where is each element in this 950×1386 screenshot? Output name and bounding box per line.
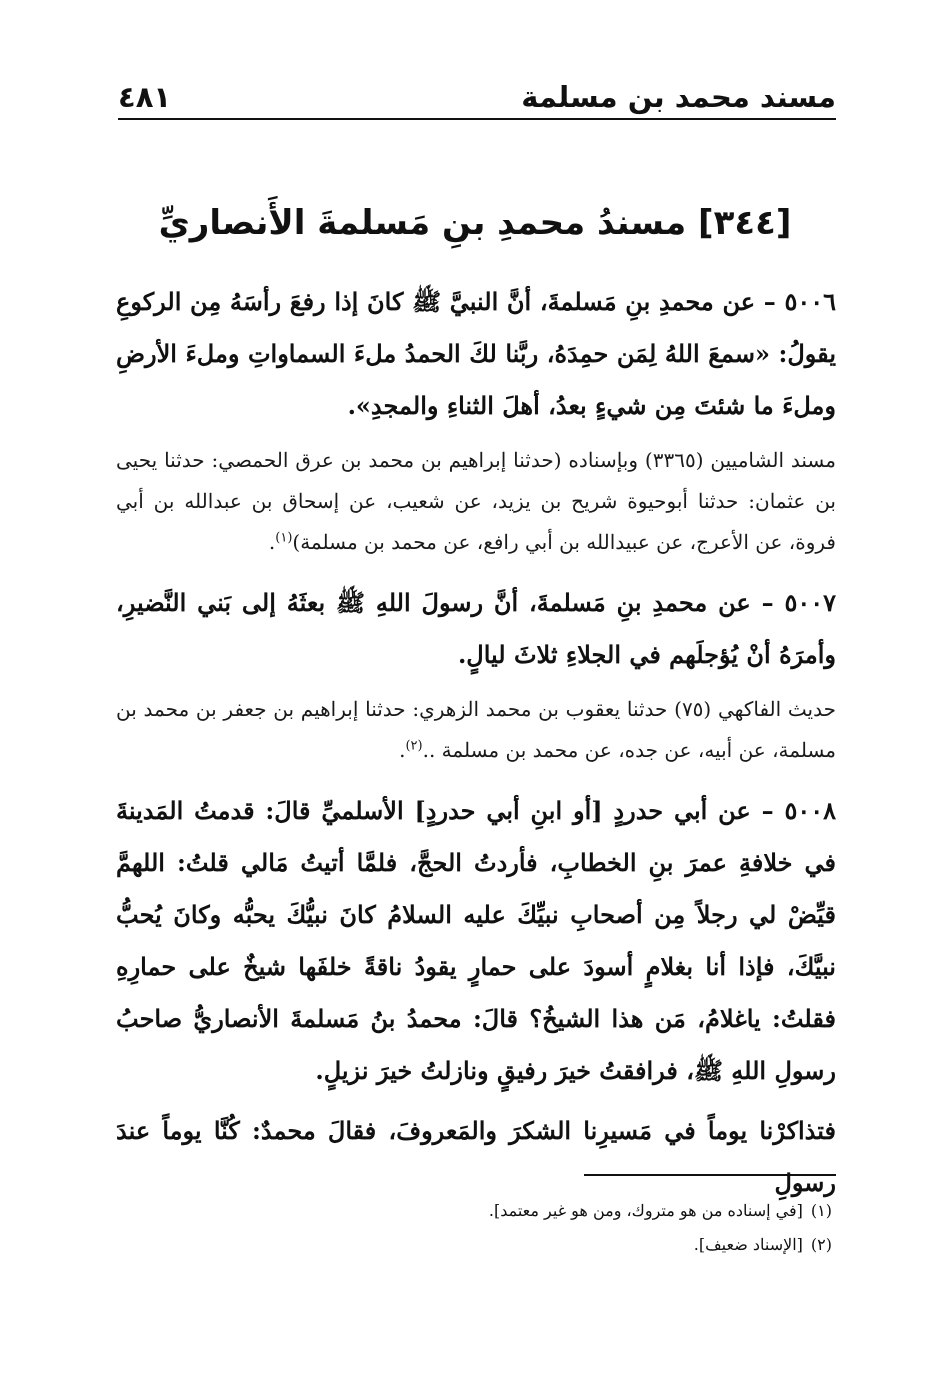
hadith-text: – عن أبي حدردٍ [أو ابنِ أبي حدردٍ] الأسلميِّ قالَ: قدمتُ المَدينةَ في خلافةِ عمرَ بنِ الخطابِ، فأردتُ الحجَّ، فلمَّا أتيتُ مَالي قلتُ: اللهمَّ قيِّضْ لي رجلاً مِن أصحابِ نبيِّكَ عليه السلامُ كانَ نبيُّكَ يحبُّه وكانَ يُحبُّ نبيَّكَ، فإذا أنا بغلامٍ أسودَ على حمارٍ يقودُ ناقةً خلفَها شيخٌ على حمارِهِ فقلتُ: ياغلامُ، مَن هذا الشيخُ؟ قالَ: محمدُ بنُ مَسلمةَ الأنصاريُّ صاحبُ رسولِ اللهِ ﷺ، فرافقتُ خيرَ رفيقٍ ونازلتُ خيرَ نزيلٍ. [116, 796, 837, 1085]
source-citation [116, 689, 836, 771]
source-text: مسند الشاميين (٣٣٦٥) وبإسناده (حدثنا إبراهيم بن محمد بن عرق الحمصي: حدثنا يحيى بن عثمان: حدثنا أبوحيوة شريح بن يزيد، عن شعيب، عن إسحاق بن عبدالله بن أبي فروة، عن الأعرج، عن عبيدالله بن أبي رافع، عن محمد بن مسلمة) [116, 448, 836, 554]
hadith-text: – عن محمدِ بنِ مَسلمةَ، أنَّ النبيَّ ﷺ كانَ إذا رفعَ رأسَهُ مِن الركوعِ يقولُ: «سمعَ اللهُ لِمَن حمِدَهُ، ربَّنا لكَ الحمدُ ملءَ السماواتِ وملءَ الأرضِ وملءَ ما شئتَ مِن شيءٍ بعدُ، أهلَ الثناءِ والمجدِ». [116, 287, 836, 420]
hadith-entry [116, 276, 836, 432]
footnote-reference[interactable]: (٢) [405, 738, 423, 754]
footnote [116, 1228, 832, 1262]
running-title: مسند محمد بن مسلمة [521, 80, 836, 114]
footnote-number: (٢) [810, 1235, 832, 1254]
page-number: ٤٨١ [118, 80, 172, 114]
footnote-reference[interactable]: (١) [275, 530, 293, 546]
footnotes [116, 1194, 832, 1262]
hadith-entry [116, 577, 836, 681]
body-text [116, 276, 836, 1217]
footnote-text: [في إسناده من هو متروك، ومن هو غير معتمد]. [488, 1201, 803, 1220]
footnote-number: (١) [810, 1201, 832, 1220]
footnote-divider [584, 1174, 836, 1176]
hadith-text: – عن محمدِ بنِ مَسلمةَ، أنَّ رسولَ اللهِ ﷺ بعثَهُ إلى بَني النَّضيرِ، وأمرَهُ أنْ يُؤجلَهم في الجلاءِ ثلاثَ ليالٍ. [116, 588, 836, 669]
continuation-paragraph: فتذاكرْنا يوماً في مَسيرِنا الشكرَ والمَعروفَ، فقالَ محمدٌ: كُنَّا يوماً عندَ رسولِ [116, 1116, 836, 1197]
source-end: . [268, 530, 276, 554]
hadith-entry [116, 785, 836, 1097]
source-citation [116, 440, 836, 563]
source-end: . [399, 738, 406, 762]
chapter-title: [٣٤٤] مسندُ محمدِ بنِ مَسلمةَ الأَنصاريِّ [158, 203, 792, 243]
running-header [118, 78, 836, 120]
footnote-text: [الإسناد ضعيف]. [693, 1235, 803, 1254]
hadith-number: ٥٠٠٨ [784, 796, 836, 825]
footnote [116, 1194, 832, 1228]
hadith-number: ٥٠٠٦ [784, 287, 837, 316]
hadith-number: ٥٠٠٧ [784, 588, 837, 617]
source-text: حديث الفاكهي (٧٥) حدثنا يعقوب بن محمد الزهري: حدثنا إبراهيم بن جعفر بن محمد بن مسلمة، عن أبيه، عن جده، عن محمد بن مسلمة .. [116, 697, 836, 762]
